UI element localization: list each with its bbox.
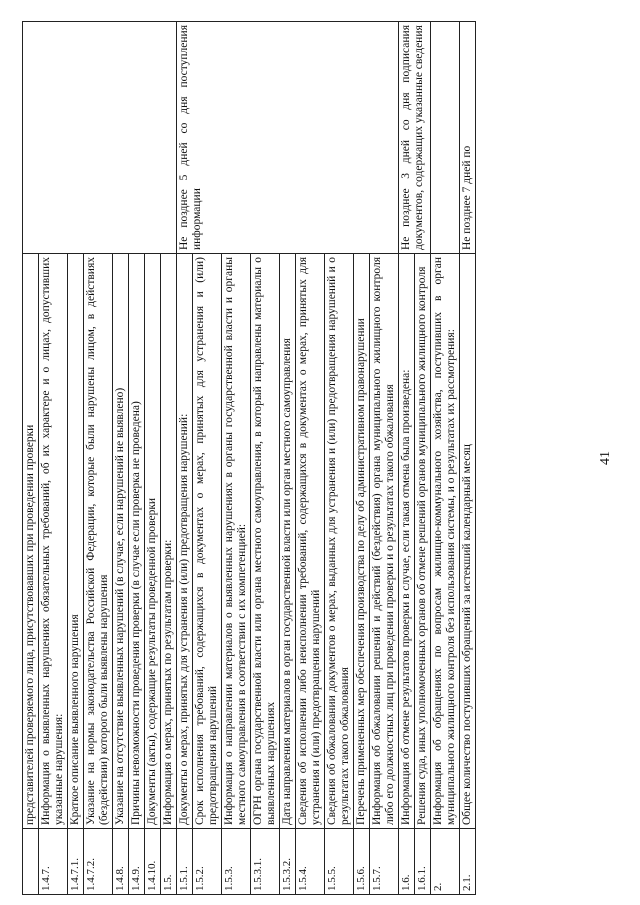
item-number: 1.5.3.2. bbox=[280, 829, 296, 895]
item-text: Срок исполнения требований, содержащихся в документах о мерах, принятых для устранения и (или) предотвращения нарушений bbox=[193, 254, 222, 829]
item-text: Причины невозможности проведения проверки (в случае если проверка не проведена) bbox=[129, 254, 145, 829]
item-number: 1.5.3.1. bbox=[251, 829, 280, 895]
item-text: Информация об обращениях по вопросам жилищно-коммунального хозяйства, поступивших в орган муниципального жилищного контроля без использования системы, и о результатах их рассмотрения: bbox=[431, 254, 460, 829]
item-number: 1.5. bbox=[161, 829, 177, 895]
item-number: 1.5.5. bbox=[325, 829, 354, 895]
item-number: 1.6.1. bbox=[415, 829, 431, 895]
item-text: Информация об отмене результатов проверки в случае, если такая отмена была произведена: bbox=[399, 254, 415, 829]
item-text: Перечень примененных мер обеспечения производства по делу об административном правонарушении bbox=[354, 254, 370, 829]
item-number: 2.1. bbox=[460, 829, 476, 895]
item-text: Информация о выявленных нарушениях обязательных требований, об их характере и о лицах, допустивших указанные нарушения: bbox=[39, 254, 68, 829]
item-text: Краткое описание выявленного нарушения bbox=[68, 254, 84, 829]
item-text: Информация об обжаловании решений и действий (бездействия) органа муниципального жилищного контроля либо его должностных лиц при проведении проверки и о результатах такого обжалования bbox=[370, 254, 399, 829]
item-number: 1.4.7.2. bbox=[84, 829, 113, 895]
deadline-cell: Не позднее 5 дней со дня поступления информации bbox=[177, 22, 399, 254]
item-number: 1.4.10. bbox=[145, 829, 161, 895]
deadline-cell: Не позднее 3 дней со дня подписания документов, содержащих указанные сведения bbox=[399, 22, 431, 254]
item-text: ОГРН органа государственной власти или органа местного самоуправления, в который направлены материалы о выявленных нарушениях bbox=[251, 254, 280, 829]
table-row bbox=[431, 22, 460, 895]
item-number: 1.4.8. bbox=[113, 829, 129, 895]
item-text: Сведения об обжаловании документов о мерах, выданных для устранения и (или) предотвращения нарушений и о результатах такого обжалования bbox=[325, 254, 354, 829]
item-number bbox=[23, 829, 39, 895]
item-number: 1.5.4. bbox=[296, 829, 325, 895]
item-number: 1.5.3. bbox=[222, 829, 251, 895]
item-number: 1.4.7. bbox=[39, 829, 68, 895]
table-row bbox=[177, 22, 193, 895]
item-text: Решения суда, иных уполномоченных органов об отмене решений органов муниципального жилищного контроля bbox=[415, 254, 431, 829]
item-text: Общее количество поступивших обращений за истекший календарный месяц bbox=[460, 254, 476, 829]
page-number: 41 bbox=[598, 451, 613, 465]
item-text: Дата направления материалов в орган государственной власти или орган местного самоуправления bbox=[280, 254, 296, 829]
item-number: 1.6. bbox=[399, 829, 415, 895]
deadline-cell bbox=[23, 22, 177, 254]
item-text: Информация о мерах, принятых по результатам проверки: bbox=[161, 254, 177, 829]
item-number: 1.5.7. bbox=[370, 829, 399, 895]
deadline-cell bbox=[431, 22, 460, 254]
item-text: Указание на нормы законодательства Российской Федерации, которые были нарушены лицом, в действиях (бездействии) которого были выявлены нарушения bbox=[84, 254, 113, 829]
table-row bbox=[399, 22, 415, 895]
deadline-cell: Не позднее 7 дней по bbox=[460, 22, 476, 254]
table-row bbox=[23, 22, 39, 895]
item-text: представителей проверяемого лица, присутствовавших при проведении проверки bbox=[23, 254, 39, 829]
item-number: 1.5.1. bbox=[177, 829, 193, 895]
item-text: Сведения об исполнении либо неисполнении требований, содержащихся в документах о мерах, принятых для устранения и (или) предотвращения нарушений bbox=[296, 254, 325, 829]
item-text: Документы о мерах, принятых для устранения и (или) предотвращения нарушений: bbox=[177, 254, 193, 829]
item-number: 1.4.7.1. bbox=[68, 829, 84, 895]
item-number: 1.4.9. bbox=[129, 829, 145, 895]
data-table bbox=[22, 21, 476, 895]
item-text: Информация о направлении материалов о выявленных нарушениях в органы государственной власти и органы местного самоуправления в соответствии с их компетенцией: bbox=[222, 254, 251, 829]
item-text: Указание на отсутствие выявленных нарушений (в случае, если нарушений не выявлено) bbox=[113, 254, 129, 829]
item-text: Документы (акты), содержащие результаты проведенной проверки bbox=[145, 254, 161, 829]
item-number: 2. bbox=[431, 829, 460, 895]
table-row bbox=[460, 22, 476, 895]
item-number: 1.5.2. bbox=[193, 829, 222, 895]
item-number: 1.5.6. bbox=[354, 829, 370, 895]
